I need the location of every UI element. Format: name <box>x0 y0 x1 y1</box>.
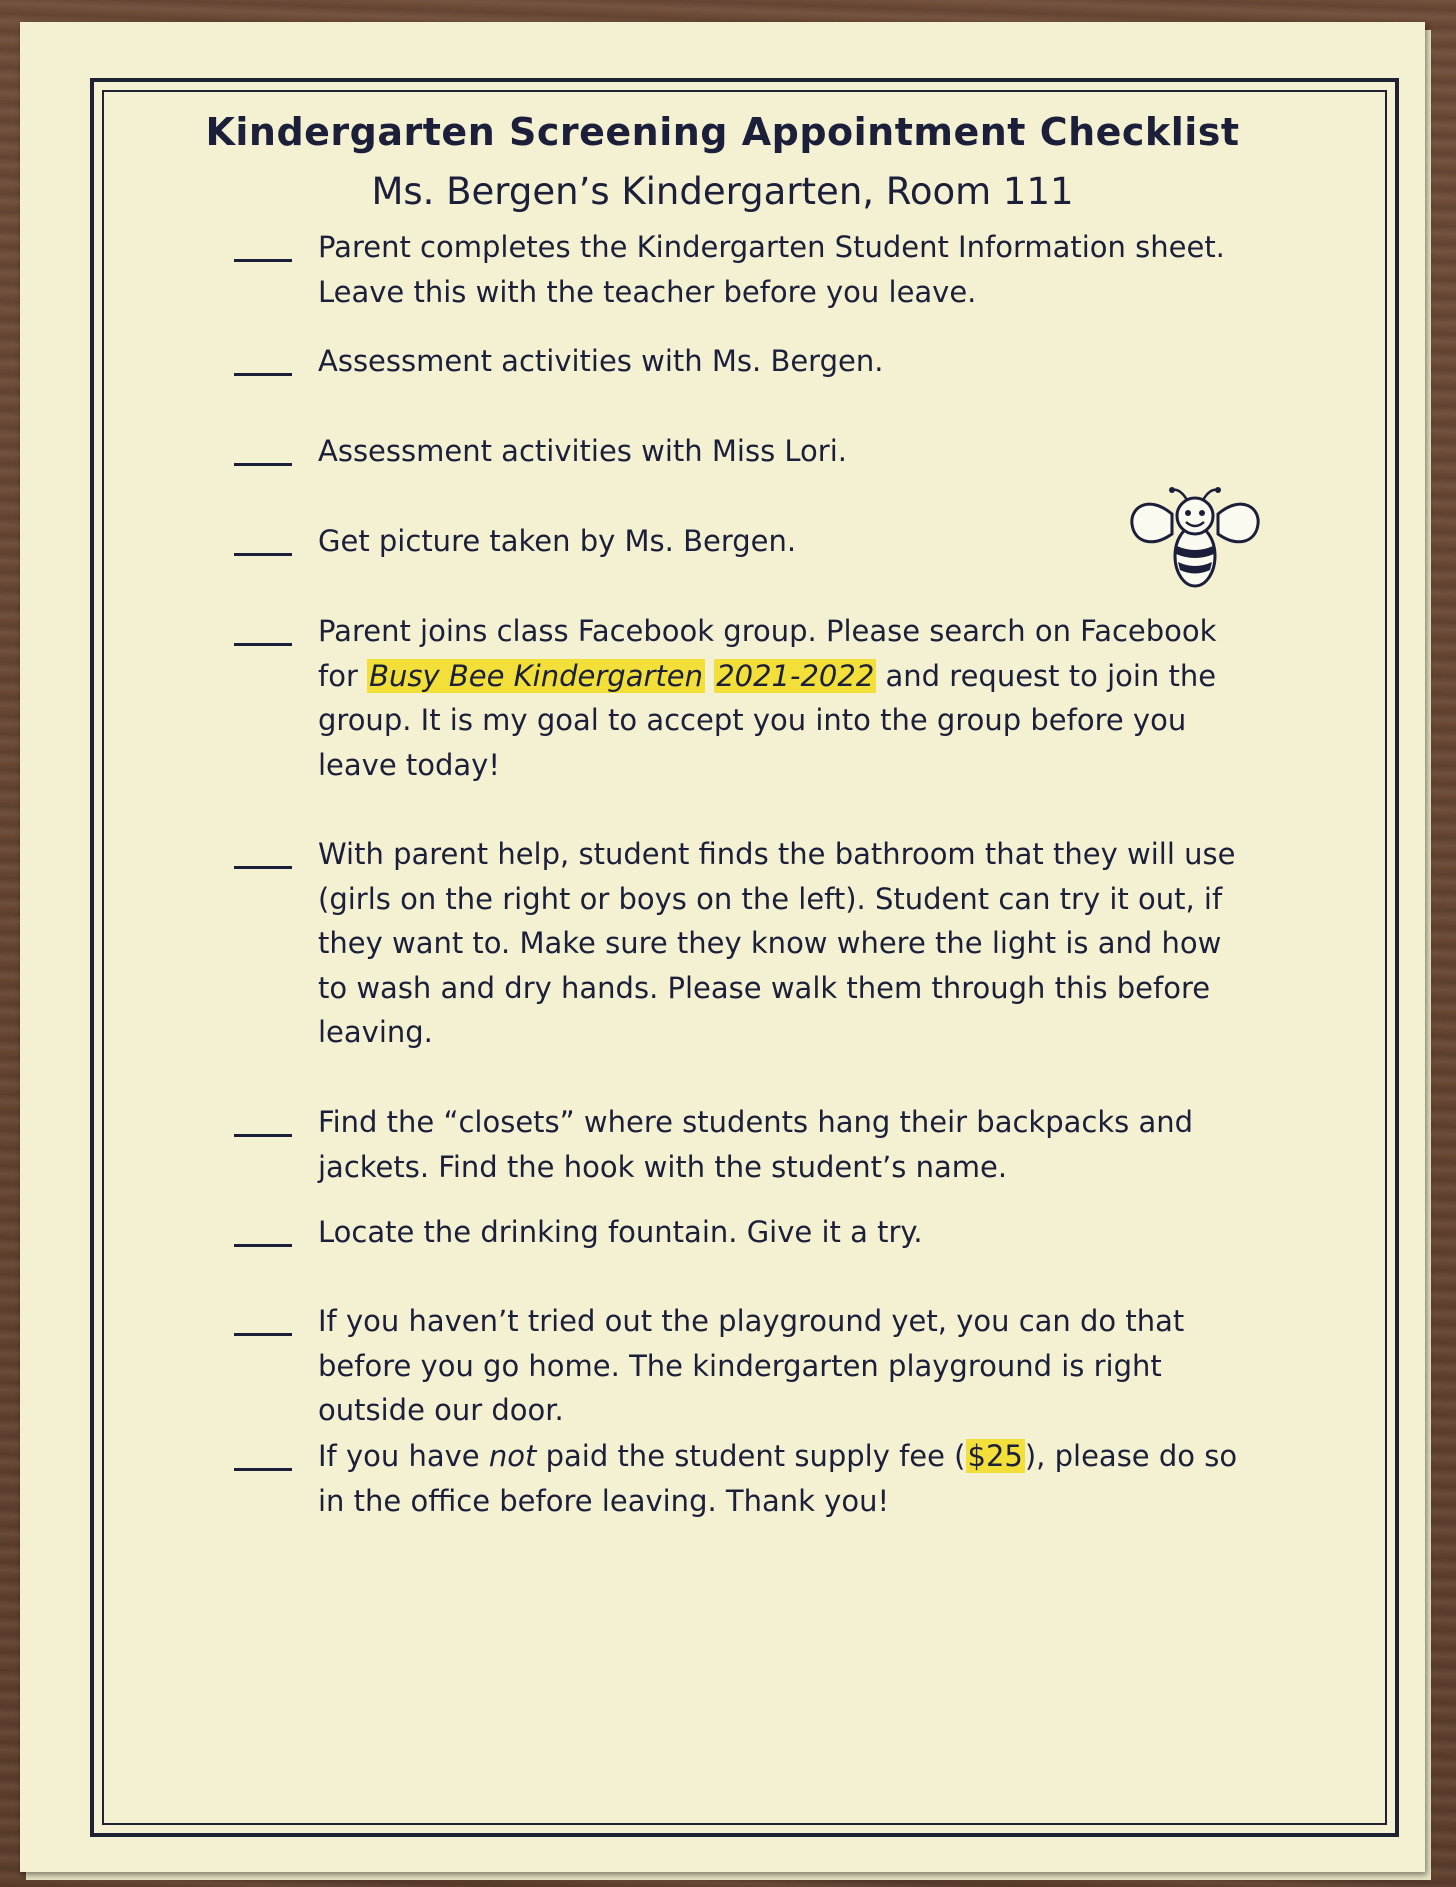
page-title: Kindergarten Screening Appointment Checklist <box>205 110 1240 154</box>
item-text: Assessment activities with Ms. Bergen. <box>318 344 884 378</box>
highlighted-fee: $25 <box>967 1439 1023 1473</box>
bee-icon <box>1128 484 1262 590</box>
item-text: Find the “closets” where students hang their backpacks and jackets. Find the hook with the student’s name. <box>318 1105 1194 1184</box>
item-text: With parent help, student finds the bathroom that they will use (girls on the right or boys on the left). Student can try it out, if they want to. Make sure they know where the light is and how to wash and dry hands. Please walk them through this before leaving. <box>318 837 1236 1049</box>
highlighted-year: 2021-2022 <box>716 658 875 693</box>
item-text-part: and request to join the group. It is my goal to accept you into the group before you leave today! <box>318 658 1217 782</box>
item-text: Assessment activities with Miss Lori. <box>318 434 847 468</box>
item-text <box>318 609 1238 787</box>
highlighted-group-name: Busy Bee Kindergarten <box>369 658 703 693</box>
item-text: Locate the drinking fountain. Give it a try. <box>318 1215 923 1249</box>
emphasis-not: not <box>488 1439 537 1473</box>
item-text-part: If you have <box>318 1439 489 1473</box>
item-text <box>318 1434 1238 1523</box>
item-text: If you haven’t tried out the playground yet, you can do that before you go home. The kindergarten playground is right outside our door. <box>318 1304 1185 1427</box>
item-text: Get picture taken by Ms. Bergen. <box>318 524 797 558</box>
item-text-part: ), please do so in the office before leaving. Thank you! <box>318 1439 1238 1518</box>
page-subtitle: Ms. Bergen’s Kindergarten, Room 111 <box>371 170 1074 213</box>
checklist-page <box>20 22 1425 1872</box>
item-text: Parent completes the Kindergarten Student Information sheet. Leave this with the teacher before you leave. <box>318 230 1225 309</box>
item-text-part: paid the student supply fee ( <box>536 1439 966 1473</box>
item-text-part: Parent joins class Facebook group. Please search on Facebook for <box>318 614 1217 693</box>
